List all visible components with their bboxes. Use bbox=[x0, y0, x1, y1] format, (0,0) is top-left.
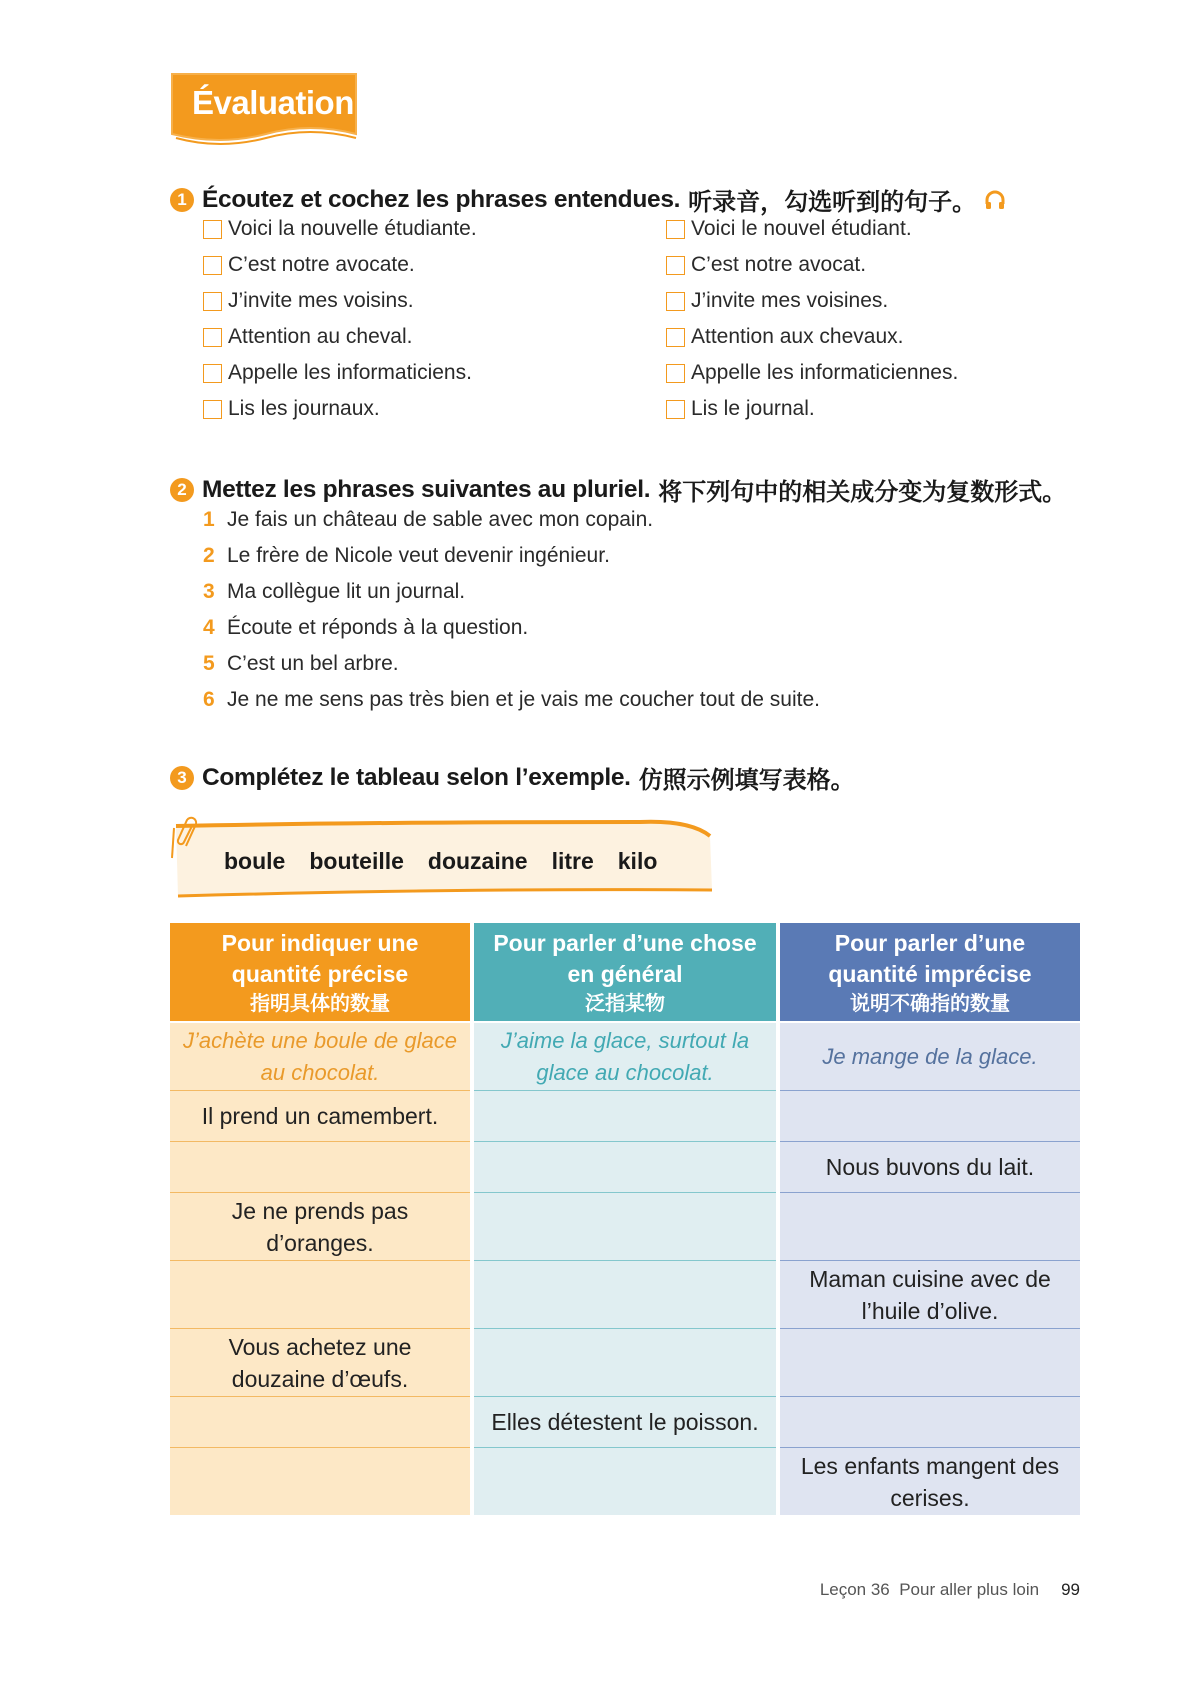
section-title-cn: 听录音，勾选听到的句子。 bbox=[688, 188, 977, 216]
paperclip-icon bbox=[176, 816, 206, 850]
checkbox[interactable] bbox=[203, 220, 222, 239]
list-item: 6 Je ne me sens pas très bien et je vais me coucher tout de suite. bbox=[203, 688, 820, 711]
checkbox[interactable] bbox=[666, 292, 685, 311]
list-item: 4 Écoute et réponds à la question. bbox=[203, 616, 529, 639]
page-footer bbox=[820, 1580, 1080, 1600]
list-item: Voici la nouvelle étudiante. bbox=[203, 211, 477, 247]
numbered-list bbox=[203, 502, 820, 718]
checklist-right bbox=[666, 211, 958, 427]
list-item: C’est notre avocate. bbox=[203, 247, 477, 283]
list-item: J’invite mes voisines. bbox=[666, 283, 958, 319]
section-title: Mettez les phrases suivantes au pluriel. bbox=[202, 475, 651, 503]
table-cell[interactable] bbox=[780, 1091, 1080, 1142]
table-cell[interactable] bbox=[170, 1397, 470, 1448]
header-cell: Pour indiquer une quantité précise 指明具体的数量 bbox=[170, 923, 470, 1021]
table-cell: Maman cuisine avec de l’huile d’olive. bbox=[780, 1261, 1080, 1329]
table-cell: Je ne prends pas d’oranges. bbox=[170, 1193, 470, 1261]
checkbox[interactable] bbox=[203, 256, 222, 275]
table-cell[interactable] bbox=[474, 1329, 776, 1397]
table-cell[interactable] bbox=[474, 1142, 776, 1193]
table-cell[interactable] bbox=[780, 1329, 1080, 1397]
checkbox[interactable] bbox=[203, 292, 222, 311]
section-number: 3 bbox=[170, 766, 194, 790]
table-row bbox=[170, 1193, 1080, 1261]
checkbox[interactable] bbox=[666, 256, 685, 275]
table-cell[interactable] bbox=[474, 1193, 776, 1261]
table-cell[interactable] bbox=[474, 1091, 776, 1142]
checkbox[interactable] bbox=[666, 400, 685, 419]
table-row bbox=[170, 1091, 1080, 1142]
section-number: 2 bbox=[170, 478, 194, 502]
word-item: litre bbox=[551, 848, 594, 874]
checklist-left bbox=[203, 211, 477, 427]
table-cell[interactable] bbox=[474, 1261, 776, 1329]
list-item: Appelle les informaticiennes. bbox=[666, 355, 958, 391]
footer-lesson: Leçon 36 Pour aller plus loin bbox=[819, 1580, 1040, 1599]
list-item: 3 Ma collègue lit un journal. bbox=[203, 580, 466, 603]
table-cell[interactable] bbox=[780, 1193, 1080, 1261]
section-3-heading bbox=[170, 760, 855, 795]
checkbox[interactable] bbox=[666, 364, 685, 383]
page-number: 99 bbox=[1061, 1580, 1080, 1599]
list-item: Attention au cheval. bbox=[203, 319, 477, 355]
list-item: 2 Le frère de Nicole veut devenir ingénieur. bbox=[203, 544, 610, 567]
example-cell: J’achète une boule de glace au chocolat. bbox=[170, 1023, 470, 1091]
table-cell: Elles détestent le poisson. bbox=[474, 1397, 776, 1448]
table-header-row bbox=[170, 923, 1080, 1021]
list-item: C’est notre avocat. bbox=[666, 247, 958, 283]
word-list bbox=[224, 848, 657, 875]
list-item: Voici le nouvel étudiant. bbox=[666, 211, 958, 247]
checkbox[interactable] bbox=[203, 328, 222, 347]
word-item: bouteille bbox=[309, 848, 404, 874]
table-cell: Il prend un camembert. bbox=[170, 1091, 470, 1142]
section-title: Écoutez et cochez les phrases entendues. bbox=[202, 185, 681, 213]
quantity-table bbox=[170, 923, 1080, 1515]
table-row bbox=[170, 1023, 1080, 1091]
section-number: 1 bbox=[170, 188, 194, 212]
table-cell[interactable] bbox=[170, 1448, 470, 1515]
table-cell: Les enfants mangent des cerises. bbox=[780, 1448, 1080, 1515]
list-item: Appelle les informaticiens. bbox=[203, 355, 477, 391]
list-item: Attention aux chevaux. bbox=[666, 319, 958, 355]
header-cell: Pour parler d’une quantité imprécise 说明不确指的数量 bbox=[780, 923, 1080, 1021]
table-cell[interactable] bbox=[170, 1261, 470, 1329]
list-item: 1 Je fais un château de sable avec mon copain. bbox=[203, 508, 654, 531]
section-title-cn: 仿照示例填写表格。 bbox=[638, 766, 855, 794]
checkbox[interactable] bbox=[203, 364, 222, 383]
example-cell: Je mange de la glace. bbox=[780, 1023, 1080, 1091]
table-cell: Vous achetez une douzaine d’œufs. bbox=[170, 1329, 470, 1397]
header-cell: Pour parler d’une chose en général 泛指某物 bbox=[474, 923, 776, 1021]
headphones-icon[interactable] bbox=[984, 189, 1006, 211]
list-item: 5 C’est un bel arbre. bbox=[203, 652, 399, 675]
evaluation-badge bbox=[170, 72, 360, 152]
list-item: J’invite mes voisins. bbox=[203, 283, 477, 319]
table-row bbox=[170, 1397, 1080, 1448]
table-cell: Nous buvons du lait. bbox=[780, 1142, 1080, 1193]
table-cell[interactable] bbox=[780, 1397, 1080, 1448]
checkbox[interactable] bbox=[666, 220, 685, 239]
checkbox[interactable] bbox=[203, 400, 222, 419]
table-row bbox=[170, 1142, 1080, 1193]
word-item: boule bbox=[224, 848, 286, 874]
table-row bbox=[170, 1329, 1080, 1397]
section-title: Complétez le tableau selon l’exemple. bbox=[202, 763, 631, 791]
table-row bbox=[170, 1261, 1080, 1329]
table-cell[interactable] bbox=[474, 1448, 776, 1515]
list-item: Lis les journaux. bbox=[203, 391, 477, 427]
section-title-cn: 将下列句中的相关成分变为复数形式。 bbox=[658, 478, 1067, 506]
example-cell: J’aime la glace, surtout la glace au chocolat. bbox=[474, 1023, 776, 1091]
table-row bbox=[170, 1448, 1080, 1515]
word-bank bbox=[170, 818, 720, 900]
table-cell[interactable] bbox=[170, 1142, 470, 1193]
word-item: douzaine bbox=[427, 848, 528, 874]
word-item: kilo bbox=[617, 848, 658, 874]
checkbox[interactable] bbox=[666, 328, 685, 347]
list-item: Lis le journal. bbox=[666, 391, 958, 427]
badge-label: Évaluation bbox=[192, 84, 354, 121]
